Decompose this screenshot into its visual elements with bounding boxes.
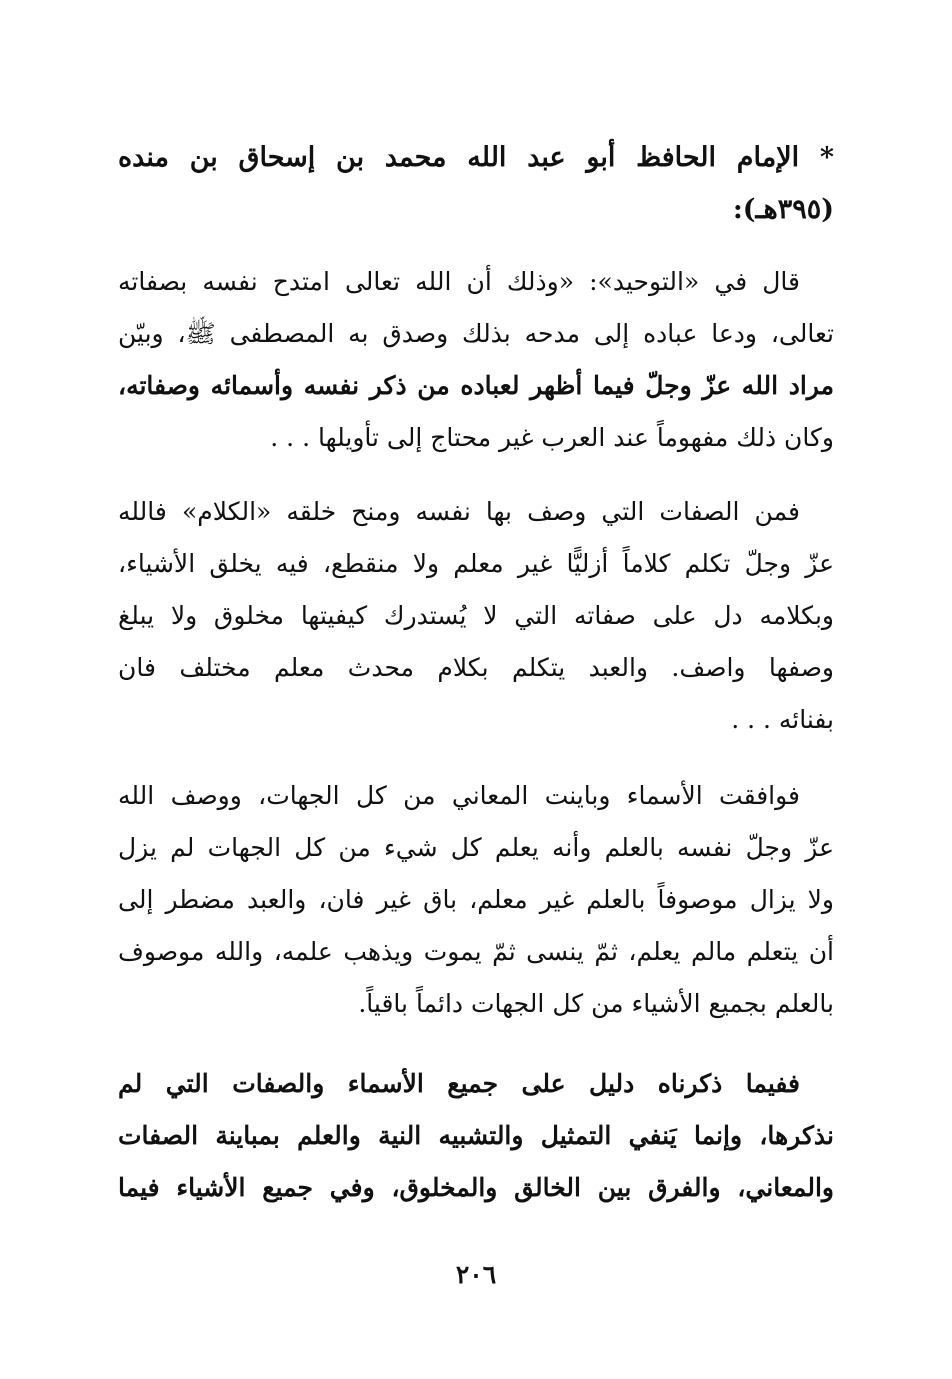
paragraph-3 [118,770,834,1030]
section-heading [118,132,834,236]
heading-line: * الإمام الحافظ أبو عبد الله محمد بن إسحاق بن منده [118,142,834,173]
paragraph-line: أن يتعلم مالم يعلم، ثمّ ينسى ثمّ يموت ويذهب علمه، والله موصوف [118,937,834,966]
paragraph-line: قال في «التوحيد»: «وذلك أن الله تعالى امتدح نفسه بصفاته [118,267,800,296]
paragraph-line: نذكرها، وإنما يَنفي التمثيل والتشبيه النية والعلم بمباينة الصفات [118,1121,834,1150]
page-number: ٢٠٦ [455,1260,497,1289]
paragraph-line: وبكلامه دل على صفاته التي لا يُستدرك كيفيتها مخلوق ولا يبلغ [118,601,834,630]
paragraph-line: مراد الله عزّ وجلّ فيما أظهر لعباده من ذكر نفسه وأسمائه وصفاته، [118,371,834,400]
paragraph-4 [118,1058,834,1214]
paragraph-line: وصفها واصف. والعبد يتكلم بكلام محدث معلم مختلف فان [118,653,834,682]
paragraph-line: فمن الصفات التي وصف بها نفسه ومنح خلقه «الكلام» فالله [118,497,800,526]
paragraph-line: بفنائه . . . [731,705,834,734]
paragraph-line: والمعاني، والفرق بين الخالق والمخلوق، وفي جميع الأشياء فيما [118,1173,834,1202]
paragraph-line: تعالى، ودعا عباده إلى مدحه بذلك وصدق به المصطفى ﷺ، وبيّن [118,319,834,348]
paragraph-line: ففيما ذكرناه دليل على جميع الأسماء والصفات التي لم [118,1069,800,1098]
paragraph-line: عزّ وجلّ نفسه بالعلم وأنه يعلم كل شيء من كل الجهات لم يزل [118,833,834,862]
paragraph-line: وكان ذلك مفهوماً عند العرب غير محتاج إلى تأويلها . . . [270,423,834,452]
paragraph-1 [118,256,834,464]
paragraph-line: عزّ وجلّ تكلم كلاماً أزليًّا غير معلم ولا منقطع، فيه يخلق الأشياء، [118,549,834,578]
heading-line: (٣٩٥هـ): [732,194,834,225]
paragraph-line: ولا يزال موصوفاً بالعلم غير معلم، باق غير فان، والعبد مضطر إلى [118,885,834,914]
paragraph-line: فوافقت الأسماء وباينت المعاني من كل الجهات، ووصف الله [118,781,800,810]
paragraph-2 [118,486,834,746]
paragraph-line: بالعلم بجميع الأشياء من كل الجهات دائماً باقياً. [358,989,834,1018]
